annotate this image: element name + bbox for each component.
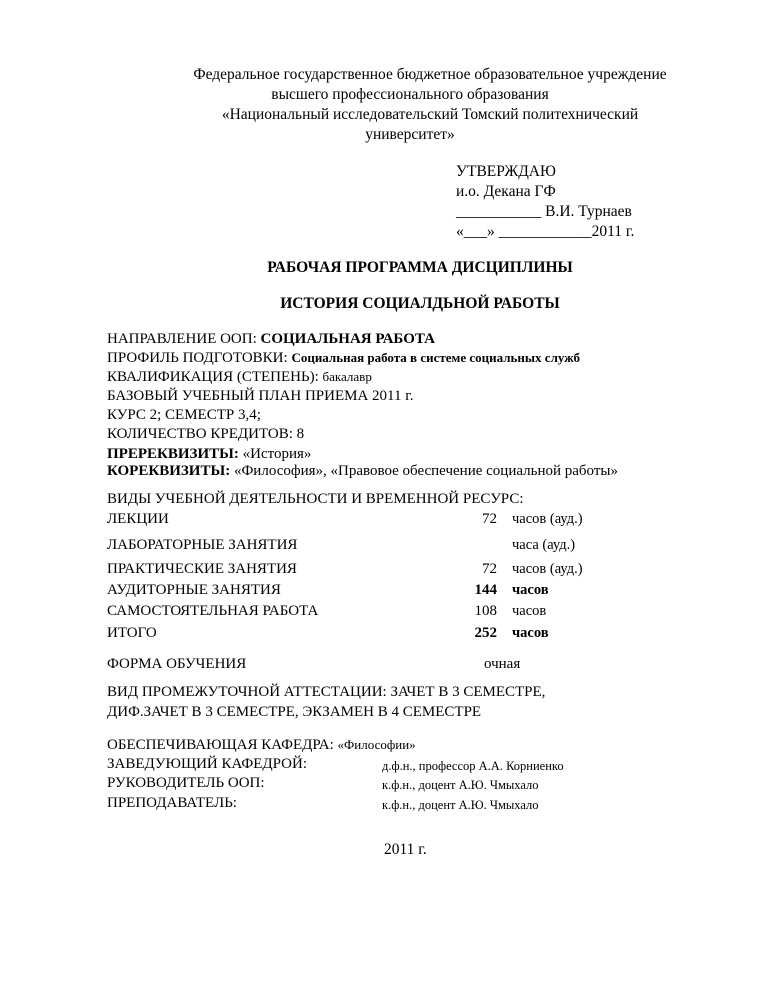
credits-row: КОЛИЧЕСТВО КРЕДИТОВ: 8 — [107, 426, 305, 442]
study-form-value: очная — [484, 656, 521, 672]
department-value: «Философии» — [337, 737, 416, 752]
activities-heading: ВИДЫ УЧЕБНОЙ ДЕЯТЕЛЬНОСТИ И ВРЕМЕННОЙ РЕСУРС: — [107, 491, 524, 507]
head-label: ЗАВЕДУЮЩИЙ КАФЕДРОЙ: — [107, 756, 308, 772]
document-title: РАБОЧАЯ ПРОГРАММА ДИСЦИПЛИНЫ — [267, 259, 573, 276]
activity-unit-auditory: часов — [512, 582, 549, 598]
program-lead-label: РУКОВОДИТЕЛЬ ООП: — [107, 775, 265, 791]
activity-label-self: САМОСТОЯТЕЛЬНАЯ РАБОТА — [107, 603, 319, 619]
approval-position: и.о. Декана ГФ — [456, 183, 556, 200]
approval-signature: ___________ В.И. Турнаев — [456, 203, 632, 220]
profile-label: ПРОФИЛЬ ПОДГОТОВКИ: — [107, 350, 292, 366]
head-value: д.ф.н., профессор А.А. Корниенко — [382, 759, 564, 773]
corequisites-label: КОРЕКВИЗИТЫ: — [107, 463, 234, 479]
activity-value-auditory: 144 — [474, 582, 497, 598]
activity-value-practice: 72 — [482, 561, 497, 577]
direction-label: НАПРАВЛЕНИЕ ООП: — [107, 331, 261, 347]
qualification-row — [107, 369, 372, 386]
activity-unit-practice: часов (ауд.) — [512, 561, 583, 577]
institution-line-2: высшего профессионального образования — [271, 86, 549, 103]
prerequisites-label: ПРЕРЕКВИЗИТЫ: — [107, 446, 243, 462]
teacher-value: к.ф.н., доцент А.Ю. Чмыхало — [382, 798, 539, 812]
institution-line-4: университет» — [365, 126, 455, 143]
course-row: КУРС 2; СЕМЕСТР 3,4; — [107, 407, 261, 423]
corequisites-value: «Философия», «Правовое обеспечение социальной работы» — [233, 463, 618, 479]
attestation-line-2: ДИФ.ЗАЧЕТ В 3 СЕМЕСТРЕ, ЭКЗАМЕН В 4 СЕМЕСТРЕ — [107, 704, 482, 720]
teacher-label: ПРЕПОДАВАТЕЛЬ: — [107, 795, 237, 811]
study-form-label: ФОРМА ОБУЧЕНИЯ — [107, 656, 247, 672]
profile-row — [107, 350, 580, 367]
attestation-line-1: ВИД ПРОМЕЖУТОЧНОЙ АТТЕСТАЦИИ: ЗАЧЕТ В 3 СЕМЕСТРЕ, — [107, 684, 546, 700]
activity-unit-labs: часа (ауд.) — [512, 537, 576, 553]
approval-date: «___» ____________2011 г. — [456, 223, 635, 240]
corequisites-row — [107, 463, 618, 480]
activity-unit-self: часов — [512, 603, 547, 619]
activity-value-lectures: 72 — [482, 511, 497, 527]
department-row — [107, 737, 416, 754]
department-label: ОБЕСПЕЧИВАЮЩАЯ КАФЕДРА: — [107, 737, 338, 753]
footer-year: 2011 г. — [384, 841, 427, 858]
direction-row — [107, 331, 435, 348]
activity-label-auditory: АУДИТОРНЫЕ ЗАНЯТИЯ — [107, 582, 281, 598]
qualification-label: КВАЛИФИКАЦИЯ (СТЕПЕНЬ): — [107, 369, 323, 385]
profile-value: Социальная работа в системе социальных служб — [291, 350, 580, 365]
activity-value-self: 108 — [474, 603, 497, 619]
activity-value-total: 252 — [474, 625, 497, 641]
activity-label-lectures: ЛЕКЦИИ — [107, 511, 169, 527]
institution-line-1: Федеральное государственное бюджетное образовательное учреждение — [193, 66, 667, 83]
direction-value: СОЦИАЛЬНАЯ РАБОТА — [260, 331, 436, 347]
activity-unit-lectures: часов (ауд.) — [512, 511, 583, 527]
activity-unit-total: часов — [512, 625, 549, 641]
activity-label-practice: ПРАКТИЧЕСКИЕ ЗАНЯТИЯ — [107, 561, 297, 577]
program-lead-value: к.ф.н., доцент А.Ю. Чмыхало — [382, 778, 539, 792]
plan-row: БАЗОВЫЙ УЧЕБНЫЙ ПЛАН ПРИЕМА 2011 г. — [107, 388, 414, 404]
qualification-value: бакалавр — [322, 369, 372, 384]
prerequisites-row — [107, 446, 311, 463]
activity-label-labs: ЛАБОРАТОРНЫЕ ЗАНЯТИЯ — [107, 537, 298, 553]
prerequisites-value: «История» — [242, 446, 312, 462]
institution-line-3: «Национальный исследовательский Томский политехнический — [221, 106, 639, 123]
approval-heading: УТВЕРЖДАЮ — [456, 163, 556, 180]
discipline-title: ИСТОРИЯ СОЦИАЛДЬНОЙ РАБОТЫ — [280, 295, 560, 312]
activity-label-total: ИТОГО — [107, 625, 157, 641]
